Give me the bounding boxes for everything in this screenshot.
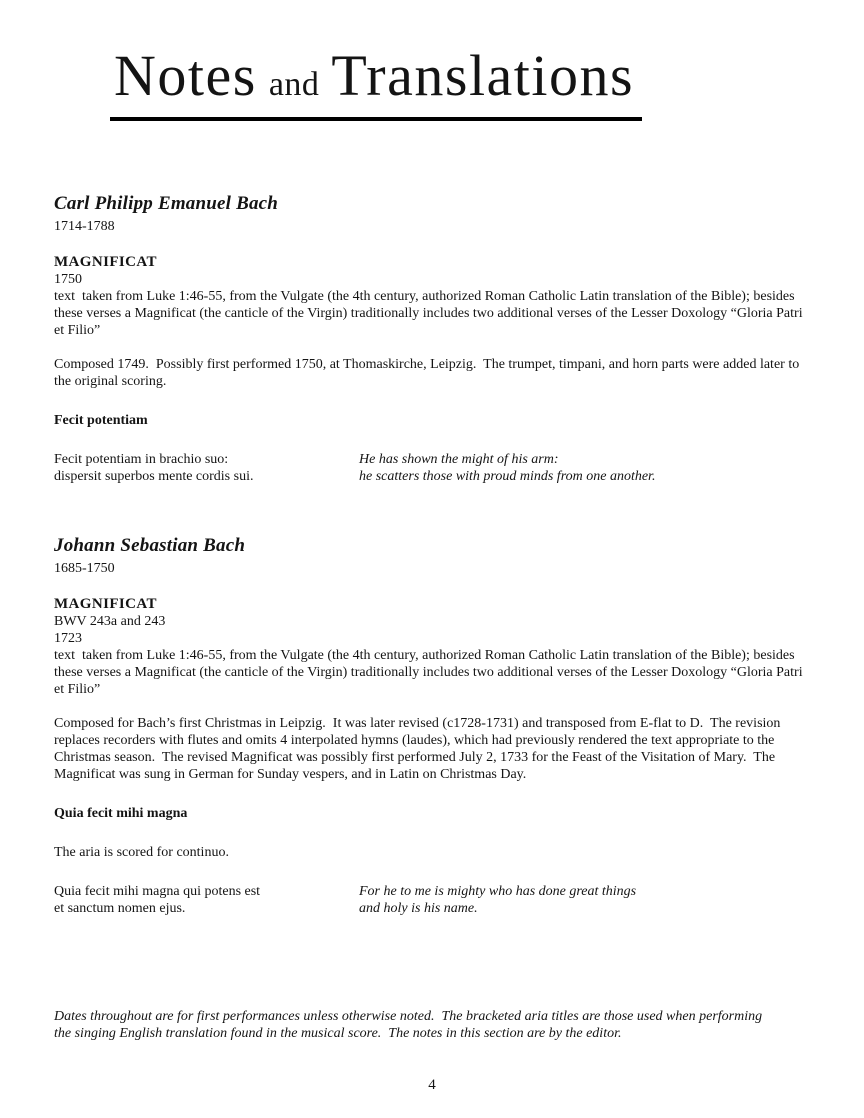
aria-title: Quia fecit mihi magna [54,806,188,821]
english-line: and holy is his name. [359,901,478,916]
english-line: he scatters those with proud minds from one another. [359,469,656,484]
latin-text [54,451,359,485]
work-year: 1723 [54,631,82,646]
title-word-and: and [268,66,320,103]
composer-name: Carl Philipp Emanuel Bach [54,193,279,214]
latin-line: dispersit superbos mente cordis sui. [54,469,254,484]
work-title: MAGNIFICAT [54,596,157,612]
latin-line: Quia fecit mihi magna qui potens est [54,884,261,899]
page-content [0,193,864,917]
page-title [110,42,642,121]
title-word-notes: Notes [114,43,257,108]
translation-block [54,883,810,917]
latin-text [54,883,359,917]
translation-block [54,451,810,485]
history-paragraph: Composed 1749. Possibly first performed 1750, at Thomaskirche, Leipzig. The trumpet, timpani, and horn parts were added later to the original scoring. [54,357,803,389]
latin-line: et sanctum nomen ejus. [54,901,186,916]
aria-scoring-note: The aria is scored for continuo. [54,845,229,860]
composer-dates: 1714-1788 [54,219,115,234]
english-line: For he to me is mighty who has done great things [359,884,637,899]
page-number: 4 [428,1077,436,1093]
latin-line: Fecit potentiam in brachio suo: [54,452,229,467]
english-translation [359,883,636,917]
editor-footnote: Dates throughout are for first performances unless otherwise noted. The bracketed aria titles are those used when performing the singing English translation found in the musical score. The notes in this section are by the editor. [54,1009,766,1041]
english-line: He has shown the might of his arm: [359,452,559,467]
history-paragraph: Composed for Bach’s first Christmas in Leipzig. It was later revised (c1728-1731) and transposed from E-flat to D. The revision replaces recorders with flutes and omits 4 interpolated hymns (laudes), which had previously rendered the text appropriate to the Christmas season. The revised Magnificat was possibly first performed July 2, 1733 for the Feast of the Visitation of Mary. The Magnificat was sung in German for Sunday vespers, and in Latin on Christmas Day. [54,716,784,782]
composer-section-js-bach [54,535,810,917]
source-note: text taken from Luke 1:46-55, from the Vulgate (the 4th century, authorized Roman Catholic Latin translation of the Bible); besides these verses a Magnificat (the canticle of the Virgin) traditionally includes two additional verses of the Lesser Doxology “Gloria Patri et Filio” [54,648,807,697]
composer-name: Johann Sebastian Bach [54,535,246,556]
source-note: text taken from Luke 1:46-55, from the Vulgate (the 4th century, authorized Roman Catholic Latin translation of the Bible); besides these verses a Magnificat (the canticle of the Virgin) traditionally includes two additional verses of the Lesser Doxology “Gloria Patri et Filio” [54,289,807,338]
work-catalog: BWV 243a and 243 [54,614,166,629]
composer-section-cpe-bach [54,193,810,485]
english-translation [359,451,655,485]
title-word-translations: Translations [331,43,635,108]
composer-dates: 1685-1750 [54,561,115,576]
aria-title: Fecit potentiam [54,413,148,428]
work-year: 1750 [54,272,82,287]
work-title: MAGNIFICAT [54,254,157,270]
